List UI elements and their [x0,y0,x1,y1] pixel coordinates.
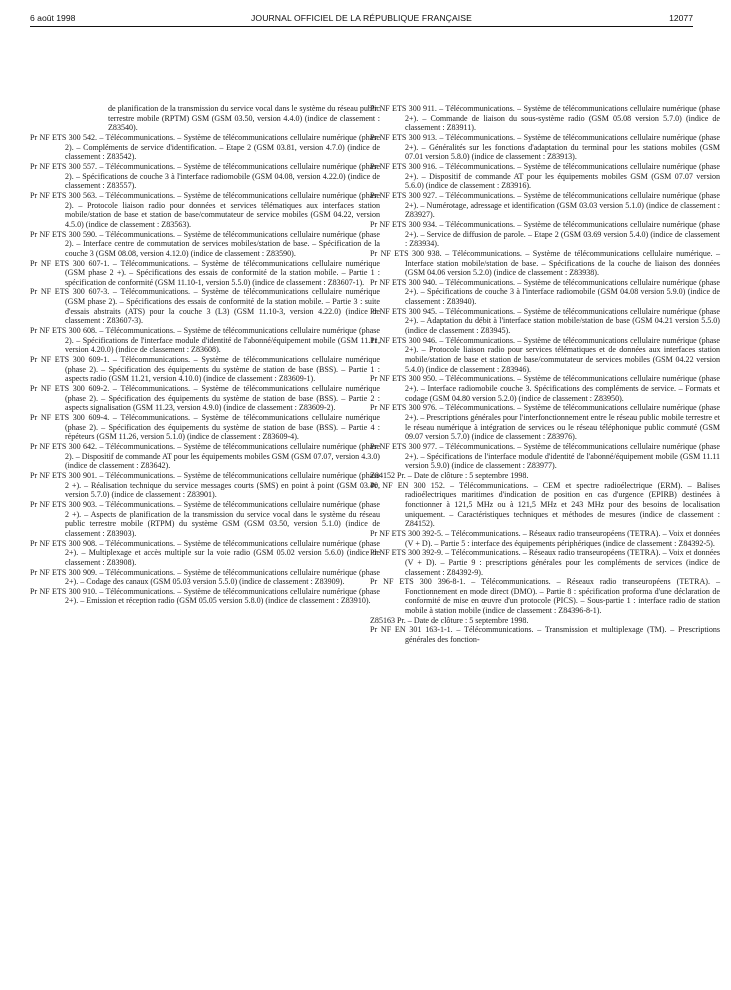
list-item: Pr NF ETS 300 903. – Télécommunications. – Système de télécommunications cellulaire numérique (phase 2 +). – Aspects de planification de la transmission du service vocal dans le système du réseau public terrestre mobile (RTPM) du système GSM (GSM 03.50, version 5.1.0) (indice de classement : Z83903). [30,499,380,538]
header-page-number: 12077 [669,13,693,23]
list-item: Pr NF EN 301 163-1-1. – Télécommunications. – Transmission et multiplexage (TM). – Prescriptions générales des fonction- [370,625,720,645]
list-item: Pr NF ETS 300 934. – Télécommunications. – Système de télécommunications cellulaire numérique (phase 2+). – Service de diffusion de parole. – Etape 2 (GSM 03.69 version 5.4.0) (indice de classement : Z83934). [370,219,720,249]
list-item: Pr NF ETS 300 608. – Télécommunications. – Système de télécommunications cellulaire numérique (phase 2). – Spécifications de l'interface module d'identité de l'abonné/équipement mobile (GSM 11.11, version 4.20.0) (indice de classement : Z83608). [30,326,380,355]
list-item: Pr NF ETS 300 908. – Télécommunications. – Système de télécommunications cellulaire numérique (phase 2+). – Multiplexage et accès multiple sur la voie radio (GSM 05.02 version 5.6.0) (indice de classement : Z83908). [30,538,380,567]
list-item: Pr NF ETS 300 927. – Télécommunications. – Système de télécommunications cellulaire numérique (phase 2+). – Numérotage, adressage et identification (GSM 03.03 version 5.1.0) (indice de classement : Z83927). [370,190,720,220]
left-column [30,104,380,606]
list-item: Pr NF ETS 300 609-4. – Télécommunications. – Système de télécommunications cellulaire numérique (phase 2). – Spécification des équipements du système de station de base (BSS). – Partie 4 : répéteurs (GSM 11.26, version 5.1.0) (indice de classement : Z83609-4). [30,413,380,442]
list-item: Pr NF ETS 300 911. – Télécommunications. – Système de télécommunications cellulaire numérique (phase 2+). – Commande de liaison du sous-système radio (GSM 05.08 version 5.7.0) (indice de classement : Z83911). [370,104,720,133]
right-column [370,104,720,645]
list-item: Pr NF ETS 300 609-2. – Télécommunications. – Système de télécommunications cellulaire numérique (phase 2). – Spécification des équipements du système de station de base (BSS). – Partie 2 : aspects signalisation (GSM 11.23, version 4.9.0) (indice de classement : Z83609-2). [30,384,380,413]
header-journal-title: JOURNAL OFFICIEL DE LA RÉPUBLIQUE FRANÇAISE [251,13,472,23]
list-item: Pr NF ETS 300 557. – Télécommunications. – Système de télécommunications cellulaire numérique (phase 2). – Spécifications de couche 3 à l'interface radiomobile (GSM 04.08, version 4.22.0) (indice de classement : Z83557). [30,161,380,191]
section-heading: Z85163 Pr. – Date de clôture : 5 septembre 1998. [370,615,529,625]
page-header [30,13,693,27]
list-item: Pr NF ETS 300 607-3. – Télécommunications. – Système de télécommunications cellulaire numérique (GSM phase 2). – Spécifications des essais de conformité de la station mobile. – Partie 3 : suite d'essais abstraits (ATS) pour la couche 3 (L3) (GSM 11.10-3, version 4.22.0) (indice de classement : Z83607-3). [30,287,380,326]
list-item: Pr NF ETS 300 590. – Télécommunications. – Système de télécommunications cellulaire numérique (phase 2). – Interface centre de commutation de services mobiles/station de base. – Spécification de la couche 3 (GSM 08.08, version 4.12.0) (indice de classement : Z83590). [30,229,380,258]
list-item: Pr NF ETS 300 396-8-1. – Télécommunications. – Réseaux radio transeuropéens (TETRA). – Fonctionnement en mode direct (DMO). – Partie 8 : spécification proforma d'une déclaration de conformité de mise en œuvre d'un protocole (PICS). – Sous-partie 1 : interface radio de station mobile à station mobile (indice de classement : Z84396-8-1). [370,577,720,616]
list-item: Pr NF ETS 300 909. – Télécommunications. – Système de télécommunications cellulaire numérique (phase 2+). – Codage des canaux (GSM 05.03 version 5.5.0) (indice de classement : Z83909). [30,567,380,587]
header-rule [30,26,693,27]
list-item: Pr NF ETS 300 392-5. – Télécommunications. – Réseaux radio transeuropéens (TETRA). – Voix et données (V + D). – Partie 5 : interface des équipements périphériques (indice de classement : Z84392-5). [370,528,720,548]
list-item: Pr NF ETS 300 945. – Télécommunications. – Système de télécommunications cellulaire numérique (phase 2+). – Adaptation du débit à l'interface station mobile/station de base (GSM 04.21 version 5.5.0) (indice de classement : Z83945). [370,306,720,336]
list-item: Pr NF EN 300 152. – Télécommunications. – CEM et spectre radioélectrique (ERM). – Balises radioélectriques maritimes d'indication de position en cas d'urgence (EPIRB) destinées à fonctionner à 121,5 MHz ou à 121,5 MHz et 243 MHz pour des besoins de localisation uniquement. – Caractéristiques techniques et méthodes de mesures (indice de classement : Z84152). [370,480,720,529]
list-item: Pr NF ETS 300 392-9. – Télécommunications. – Réseaux radio transeuropéens (TETRA). – Voix et données (V + D). – Partie 9 : prescriptions générales pour les compléments de services (indice de classement : Z84392-9). [370,548,720,577]
list-item: Pr NF ETS 300 946. – Télécommunications. – Système de télécommunications cellulaire numérique (phase 2+). – Protocole liaison radio pour services télématiques et de données aux interfaces station mobile/station de base et station de base/commutateur de services mobiles (GSM 04.22 version 5.4.0) (indice de classement : Z83946). [370,335,720,374]
list-item: Pr NF ETS 300 609-1. – Télécommunications. – Système de télécommunications cellulaire numérique (phase 2). – Spécification des équipements du système de station de base (BSS). – Partie 1 : aspects radio (GSM 11.21, version 4.10.0) (indice de classement : Z83609-1). [30,355,380,384]
list-item: Pr NF ETS 300 607-1. – Télécommunications. – Système de télécommunications cellulaire numérique (GSM phase 2 +). – Spécifications des essais de conformité de la station mobile. – Partie 1 : spécification de conformité (GSM 11.10-1, version 5.5.0) (indice de classement : Z83607-1). [30,258,380,287]
list-item: Pr NF ETS 300 916. – Télécommunications. – Système de télécommunications cellulaire numérique (phase 2+). – Dispositif de commande AT pour les équipements mobiles GSM (GSM 07.07 version 5.6.0) (indice de classement : Z83916). [370,161,720,191]
list-item: Pr NF ETS 300 542. – Télécommunications. – Système de télécommunications cellulaire numérique (phase 2). – Compléments de service d'identification. – Etape 2 (GSM 03.81, version 4.7.0) (indice de classement : Z83542). [30,132,380,162]
section-heading: Z84152 Pr. – Date de clôture : 5 septembre 1998. [370,470,529,480]
list-item: Pr NF ETS 300 976. – Télécommunications. – Système de télécommunications cellulaire numérique (phase 2+). – Prescriptions générales pour l'interfonctionnement entre le réseau public mobile terrestre et le réseau numérique à intégration de services ou le réseau téléphonique public commuté (GSM 09.07 version 5.7.0) (indice de classement : Z83976). [370,403,720,442]
list-item: Pr NF ETS 300 563. – Télécommunications. – Système de télécommunications cellulaire numérique (phase 2). – Protocole liaison radio pour données et services télématiques aux interfaces station mobile/station de base et station de base/commutateur de service mobiles (GSM 04.22, version 4.5.0) (indice de classement : Z83563). [30,190,380,229]
list-item: Pr NF ETS 300 910. – Télécommunications. – Système de télécommunications cellulaire numérique (phase 2+). – Emission et réception radio (GSM 05.05 version 5.8.0) (indice de classement : Z83910). [30,586,380,606]
list-item: Pr NF ETS 300 950. – Télécommunications. – Système de télécommunications cellulaire numérique (phase 2+). – Interface radiomobile couche 3. Spécifications des compléments de service. – Formats et codage (GSM 04.80 version 5.2.0) (indice de classement : Z83950). [370,374,720,403]
list-item: de planification de la transmission du service vocal dans le système du réseau public terrestre mobile (RPTM) GSM (GSM 03.50, version 4.4.0) (indice de classement : Z83540). [108,104,380,133]
list-item: Pr NF ETS 300 913. – Télécommunications. – Système de télécommunications cellulaire numérique (phase 2+). – Généralités sur les fonctions d'adaptation du terminal pour les stations mobiles (GSM 07.01 version 5.8.0) (indice de classement : Z83913). [370,132,720,162]
header-date: 6 août 1998 [30,13,76,23]
list-item: Pr NF ETS 300 642. – Télécommunications. – Système de télécommunications cellulaire numérique (phase 2). – Dispositif de commande AT pour les équipements mobiles GSM (GSM 07.07, version 4.3.0) (indice de classement : Z83642). [30,441,380,471]
list-item: Pr NF ETS 300 938. – Télécommunications. – Système de télécommunications cellulaire numérique. – Interface station mobile/station de base. – Spécifications de la couche de liaison des données (GSM 04.06 version 5.2.0) (indice de classement : Z83938). [370,248,720,278]
list-item: Pr NF ETS 300 901. – Télécommunications. – Système de télécommunications cellulaire numérique (phase 2 +). – Réalisation technique du service messages courts (SMS) en point à point (GSM 03.40, version 5.7.0) (indice de classement : Z83901). [30,470,380,500]
list-item: Pr NF ETS 300 940. – Télécommunications. – Système de télécommunications cellulaire numérique (phase 2+). – Spécifications de couche 3 à l'interface radiomobile (GSM 04.08 version 5.9.0) (indice de classement : Z83940). [370,277,720,307]
list-item: Pr NF ETS 300 977. – Télécommunications. – Système de télécommunications cellulaire numérique (phase 2+). – Spécifications de l'interface module d'identité de l'abonné/équipement mobile (GSM 11.11 version 5.9.0) (indice de classement : Z83977). [370,441,720,471]
